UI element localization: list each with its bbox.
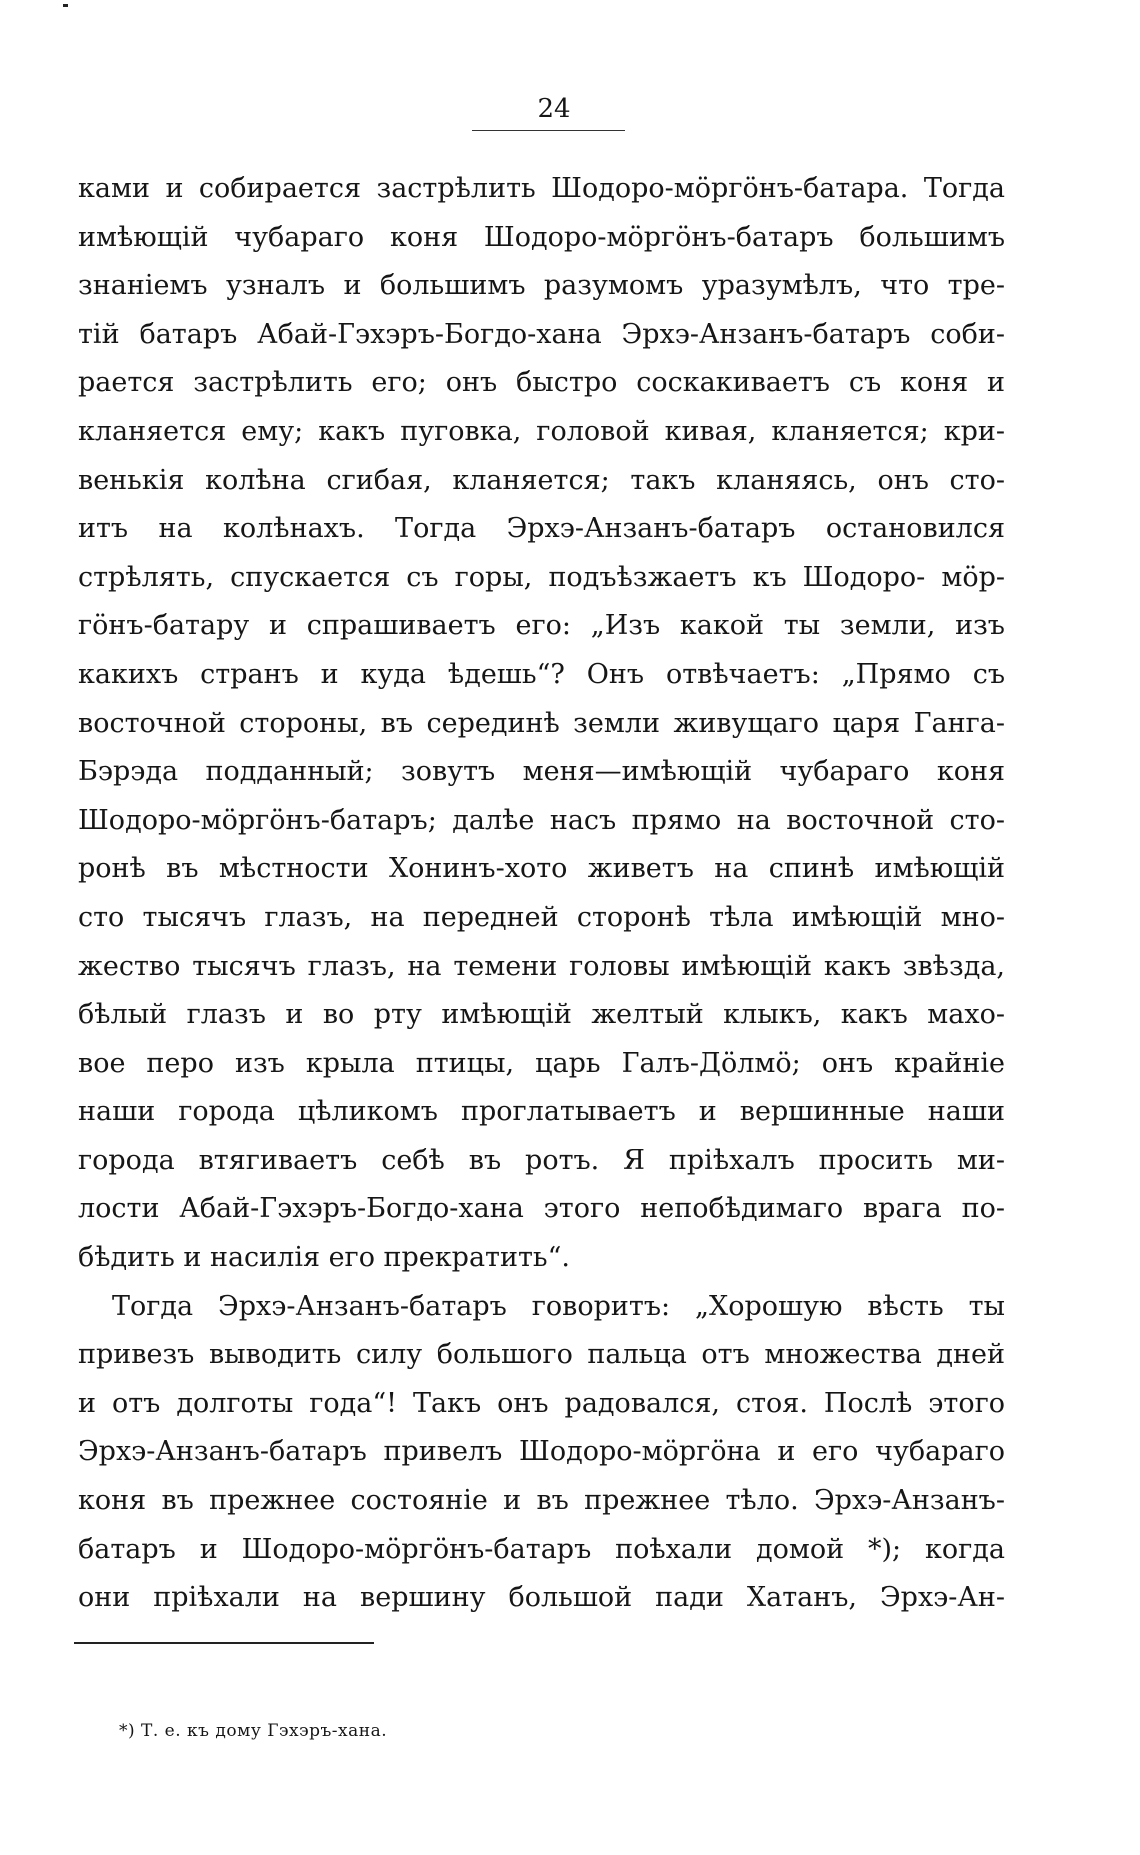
text-line: жество тысячъ глазъ, на темени головы имѣющій какъ звѣзда, (78, 950, 1005, 982)
text-line: Эрхэ-Анзанъ-батаръ привелъ Шодоро-мöргöна и его чубараго (78, 1436, 1005, 1468)
text-line: гöнъ-батару и спрашиваетъ его: „Изъ какой ты земли, изъ (78, 610, 1005, 642)
text-line: бѣлый глазъ и во рту имѣющій желтый клыкъ, какъ махо- (78, 999, 1005, 1031)
text-line: Тогда Эрхэ-Анзанъ-батаръ говоритъ: „Хорошую вѣсть ты (112, 1290, 1005, 1322)
text-line: лости Абай-Гэхэръ-Богдо-хана этого непобѣдимаго врага по- (78, 1193, 1005, 1225)
page-number-rule (472, 130, 625, 131)
text-line: сто тысячъ глазъ, на передней сторонѣ тѣла имѣющій мно- (78, 901, 1005, 933)
text-line: ронѣ въ мѣстности Хонинъ-хото живетъ на спинѣ имѣющій (78, 853, 1005, 885)
text-line: они пріѣхали на вершину большой пади Хатанъ, Эрхэ-Ан- (78, 1582, 1005, 1614)
text-line: и отъ долготы года“! Такъ онъ радовался, стоя. Послѣ этого (78, 1387, 1005, 1419)
footnote-rule (74, 1642, 374, 1644)
body-text (78, 165, 1005, 1623)
text-line: привезъ выводить силу большого пальца отъ множества дней (78, 1339, 1005, 1371)
text-line: восточной стороны, въ серединѣ земли живущаго царя Ганга- (78, 707, 1005, 739)
text-line: коня въ прежнее состояніе и въ прежнее тѣло. Эрхэ-Анзанъ- (78, 1485, 1005, 1517)
text-line: итъ на колѣнахъ. Тогда Эрхэ-Анзанъ-батаръ остановился (78, 513, 1005, 545)
text-line: вое перо изъ крыла птицы, царь Галъ-Дöлмö; онъ крайніе (78, 1047, 1005, 1079)
text-line: знаніемъ узналъ и большимъ разумомъ уразумѣлъ, что тре- (78, 270, 1005, 302)
text-line: ками и собирается застрѣлить Шодоро-мöргöнъ-батара. Тогда (78, 173, 1005, 204)
text-line: кланяется ему; какъ пуговка, головой кивая, кланяется; кри- (78, 415, 1005, 447)
footnote: *) Т. е. къ дому Гэхэръ-хана. (119, 1721, 388, 1741)
text-line: стрѣлять, спускается съ горы, подъѣзжаетъ къ Шодоро- мöр- (78, 561, 1005, 593)
text-line: имѣющій чубараго коня Шодоро-мöргöнъ-батаръ большимъ (78, 221, 1005, 253)
text-line: Шодоро-мöргöнъ-батаръ; далѣе насъ прямо на восточной сто- (78, 804, 1005, 836)
text-line: Бэрэда подданный; зовутъ меня—имѣющій чубараго коня (78, 756, 1005, 788)
text-line: венькія колѣна сгибая, кланяется; такъ кланяясь, онъ сто- (78, 464, 1005, 496)
corner-mark (63, 4, 68, 7)
text-line: батаръ и Шодоро-мöргöнъ-батаръ поѣхали домой *); когда (78, 1533, 1005, 1565)
text-line: бѣдить и насилія его прекратить“. (78, 1242, 570, 1274)
text-line: какихъ странъ и куда ѣдешь“? Онъ отвѣчаетъ: „Прямо съ (78, 658, 1005, 690)
text-line: тій батаръ Абай-Гэхэръ-Богдо-хана Эрхэ-Анзанъ-батаръ соби- (78, 318, 1005, 350)
text-line: рается застрѣлить его; онъ быстро соскакиваетъ съ коня и (78, 367, 1005, 399)
page-number: 24 (537, 94, 571, 124)
text-line: наши города цѣликомъ проглатываетъ и вершинные наши (78, 1096, 1005, 1128)
text-line: города втягиваетъ себѣ въ ротъ. Я пріѣхалъ просить ми- (78, 1144, 1005, 1176)
